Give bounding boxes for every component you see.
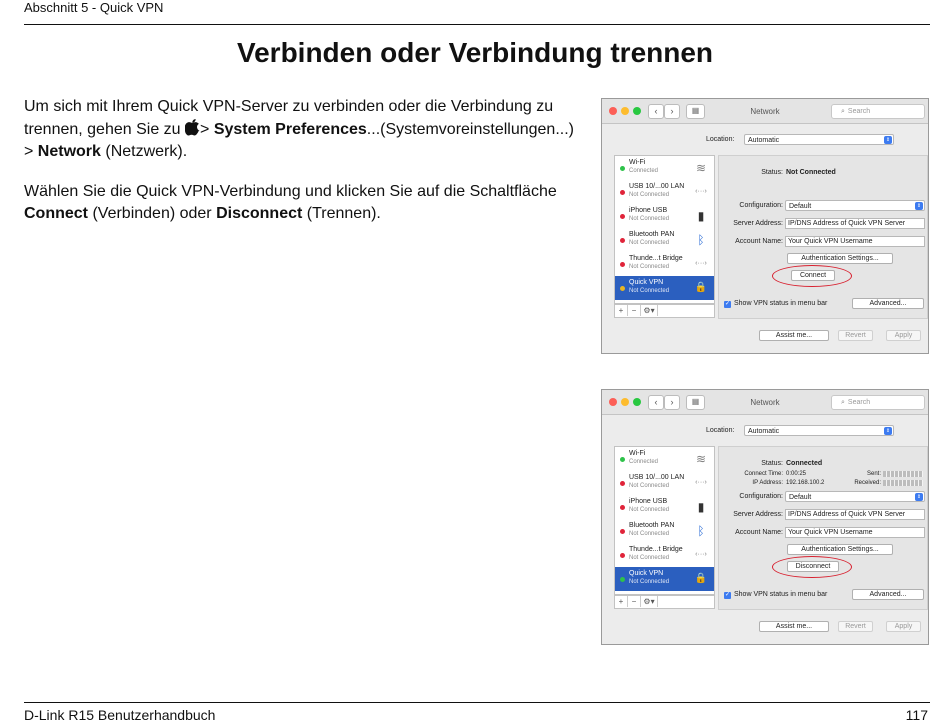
service-name: USB 10/...00 LAN xyxy=(629,183,685,190)
location-popup[interactable] xyxy=(744,425,894,436)
search-placeholder: Search xyxy=(847,108,871,115)
chevron-updown-icon: ⇕ xyxy=(916,203,922,209)
service-list-toolbar xyxy=(614,304,715,318)
status-value: Connected xyxy=(786,460,823,467)
forward-button[interactable]: › xyxy=(664,395,680,410)
configuration-value: Default xyxy=(789,203,812,210)
header-rule xyxy=(24,24,930,25)
advanced-button[interactable]: Advanced... xyxy=(852,589,924,600)
service-status: Not Connected xyxy=(629,507,670,513)
service-item-usb-lan[interactable] xyxy=(615,180,714,204)
service-status: Not Connected xyxy=(629,192,670,198)
system-preferences-label: System Preferences xyxy=(213,121,367,138)
add-service-icon[interactable]: + xyxy=(615,305,628,316)
location-popup[interactable] xyxy=(744,134,894,145)
service-name: Bluetooth PAN xyxy=(629,231,675,238)
connect-time-label: Connect Time: xyxy=(744,471,783,477)
search-placeholder: Search xyxy=(847,399,871,406)
page-number: 117 xyxy=(905,707,928,723)
service-item-thunderbolt-bridge[interactable] xyxy=(615,543,714,567)
server-address-label: Server Address: xyxy=(733,511,783,518)
authentication-settings-button[interactable]: Authentication Settings... xyxy=(787,544,893,555)
vpn-detail-panel xyxy=(718,155,928,319)
bluetooth-icon: ᛒ xyxy=(697,524,705,538)
service-name: Quick VPN xyxy=(629,279,664,286)
assist-me-button[interactable]: Assist me... xyxy=(759,621,829,632)
paragraph-navigation xyxy=(24,96,584,163)
advanced-button[interactable]: Advanced... xyxy=(852,298,924,309)
section-header: Abschnitt 5 - Quick VPN xyxy=(24,0,164,15)
connect-button[interactable]: Connect xyxy=(791,270,835,281)
wifi-icon: ≋ xyxy=(695,161,707,175)
service-status: Not Connected xyxy=(629,555,670,561)
service-name: iPhone USB xyxy=(629,498,668,505)
service-item-quick-vpn[interactable] xyxy=(615,276,714,300)
remove-service-icon[interactable]: − xyxy=(628,305,641,316)
show-vpn-status-checkbox[interactable]: ✓ xyxy=(724,301,731,307)
service-status: Not Connected xyxy=(629,264,670,270)
server-address-field[interactable]: IP/DNS Address of Quick VPN Server xyxy=(785,509,925,520)
vpn-detail-panel xyxy=(718,446,928,610)
status-dot xyxy=(620,286,625,291)
service-name: Quick VPN xyxy=(629,570,664,577)
status-value: Not Connected xyxy=(786,169,836,176)
account-name-field[interactable]: Your Quick VPN Username xyxy=(785,236,925,247)
page-title: Verbinden oder Verbindung trennen xyxy=(236,37,714,68)
service-item-bluetooth-pan[interactable] xyxy=(615,228,714,252)
network-window-disconnected xyxy=(601,98,929,354)
status-dot xyxy=(620,238,625,243)
chevron-updown-icon: ⇕ xyxy=(916,494,922,500)
highlight-circle xyxy=(772,556,852,578)
received-meter xyxy=(883,480,923,487)
service-item-quick-vpn[interactable] xyxy=(615,567,714,591)
service-list xyxy=(614,155,715,304)
status-dot xyxy=(620,457,625,462)
ip-address-label: IP Address: xyxy=(752,480,783,486)
service-name: Wi-Fi xyxy=(629,159,646,166)
show-vpn-status-label: Show VPN status in menu bar xyxy=(734,591,828,598)
ethernet-icon: ‹···› xyxy=(695,188,707,195)
chevron-updown-icon: ⇕ xyxy=(885,137,891,143)
window-title: Network xyxy=(750,398,780,407)
revert-button[interactable]: Revert xyxy=(838,621,873,632)
status-dot xyxy=(620,505,625,510)
back-button[interactable]: ‹ xyxy=(648,395,664,410)
title-bar xyxy=(602,390,928,415)
add-service-icon[interactable]: + xyxy=(615,596,628,607)
configuration-popup[interactable] xyxy=(785,200,925,211)
service-status: Not Connected xyxy=(629,531,670,537)
status-dot xyxy=(620,214,625,219)
service-item-iphone-usb[interactable] xyxy=(615,495,714,519)
footer-rule xyxy=(24,702,930,703)
service-item-wifi[interactable] xyxy=(615,156,714,180)
configuration-popup[interactable] xyxy=(785,491,925,502)
text: (Verbinden) oder xyxy=(88,205,217,222)
network-window-connected xyxy=(601,389,929,645)
iphone-icon: ▮ xyxy=(697,209,705,223)
account-name-label: Account Name: xyxy=(735,238,783,245)
title-bar xyxy=(602,99,928,124)
connect-label: Connect xyxy=(24,205,88,222)
gear-menu-icon[interactable]: ⚙▾ xyxy=(641,305,658,316)
apply-button[interactable]: Apply xyxy=(886,330,921,341)
disconnect-button[interactable]: Disconnect xyxy=(787,561,839,572)
status-dot xyxy=(620,577,625,582)
highlight-circle xyxy=(772,265,852,287)
ethernet-icon: ‹···› xyxy=(695,479,707,486)
location-value: Automatic xyxy=(748,137,780,144)
paragraph-connect xyxy=(24,181,584,225)
service-item-bluetooth-pan[interactable] xyxy=(615,519,714,543)
status-label: Status: xyxy=(761,169,783,176)
service-name: Thunde...t Bridge xyxy=(629,546,683,553)
service-item-iphone-usb[interactable] xyxy=(615,204,714,228)
search-field[interactable] xyxy=(831,395,925,410)
service-name: Thunde...t Bridge xyxy=(629,255,683,262)
text: Um sich mit Ihrem Quick VPN-Server zu verbinden oder die Verbindung zu trennen, gehen Sie zu xyxy=(24,98,554,138)
instructions xyxy=(24,96,584,243)
received-label: Received: xyxy=(854,480,881,486)
iphone-icon: ▮ xyxy=(697,500,705,514)
chevron-updown-icon: ⇕ xyxy=(885,428,891,434)
configuration-label: Configuration: xyxy=(739,202,783,209)
service-status: Connected xyxy=(629,168,659,174)
location-label: Location: xyxy=(706,427,735,434)
status-dot xyxy=(620,262,625,267)
show-vpn-status-label: Show VPN status in menu bar xyxy=(734,300,828,307)
back-button[interactable]: ‹ xyxy=(648,104,664,119)
status-dot xyxy=(620,190,625,195)
service-name: USB 10/...00 LAN xyxy=(629,474,685,481)
network-label: Network xyxy=(37,143,101,160)
account-name-label: Account Name: xyxy=(735,529,783,536)
sent-meter xyxy=(883,471,923,478)
location-value: Automatic xyxy=(748,428,780,435)
revert-button[interactable]: Revert xyxy=(838,330,873,341)
text: > xyxy=(200,121,214,138)
service-list-toolbar xyxy=(614,595,715,609)
service-item-usb-lan[interactable] xyxy=(615,471,714,495)
search-icon: ⌕ xyxy=(841,108,845,115)
service-status: Not Connected xyxy=(629,579,670,585)
search-field[interactable] xyxy=(831,104,925,119)
configuration-label: Configuration: xyxy=(739,493,783,500)
thunderbolt-bridge-icon: ‹···› xyxy=(695,551,707,558)
server-address-field[interactable]: IP/DNS Address of Quick VPN Server xyxy=(785,218,925,229)
status-dot xyxy=(620,529,625,534)
text: ...(Systemvoreinstellungen...) > xyxy=(24,121,574,160)
text: (Trennen). xyxy=(302,205,381,222)
service-item-wifi[interactable] xyxy=(615,447,714,471)
service-status: Not Connected xyxy=(629,216,670,222)
service-name: Bluetooth PAN xyxy=(629,522,675,529)
vpn-lock-icon: 🔒 xyxy=(694,573,708,584)
apply-button[interactable]: Apply xyxy=(886,621,921,632)
service-name: iPhone USB xyxy=(629,207,668,214)
service-status: Not Connected xyxy=(629,483,670,489)
thunderbolt-bridge-icon: ‹···› xyxy=(695,260,707,267)
show-all-grid-icon[interactable]: ▦ xyxy=(686,395,705,410)
text: (Netzwerk). xyxy=(100,143,188,160)
service-list xyxy=(614,446,715,595)
configuration-value: Default xyxy=(789,494,812,501)
location-label: Location: xyxy=(706,136,735,143)
server-address-label: Server Address: xyxy=(733,220,783,227)
window-title: Network xyxy=(750,107,780,116)
account-name-field[interactable]: Your Quick VPN Username xyxy=(785,527,925,538)
search-icon: ⌕ xyxy=(841,399,845,406)
show-vpn-status-checkbox[interactable]: ✓ xyxy=(724,592,731,598)
connect-time-value: 0:00:25 xyxy=(786,471,807,477)
status-dot xyxy=(620,166,625,171)
forward-button[interactable]: › xyxy=(664,104,680,119)
service-status: Not Connected xyxy=(629,240,670,246)
status-dot xyxy=(620,481,625,486)
vpn-lock-icon: 🔒 xyxy=(694,282,708,293)
apple-logo-icon xyxy=(185,118,200,136)
remove-service-icon[interactable]: − xyxy=(628,596,641,607)
show-all-grid-icon[interactable]: ▦ xyxy=(686,104,705,119)
service-status: Not Connected xyxy=(629,288,670,294)
sent-label: Sent: xyxy=(866,471,881,477)
ip-address-value: 192.168.100.2 xyxy=(786,480,825,486)
authentication-settings-button[interactable]: Authentication Settings... xyxy=(787,253,893,264)
assist-me-button[interactable]: Assist me... xyxy=(759,330,829,341)
gear-menu-icon[interactable]: ⚙▾ xyxy=(641,596,658,607)
wifi-icon: ≋ xyxy=(695,452,707,466)
bluetooth-icon: ᛒ xyxy=(697,233,705,247)
service-status: Connected xyxy=(629,459,659,465)
status-dot xyxy=(620,553,625,558)
service-name: Wi-Fi xyxy=(629,450,646,457)
text: Wählen Sie die Quick VPN-Verbindung und klicken Sie auf die Schaltfläche xyxy=(24,183,557,200)
service-item-thunderbolt-bridge[interactable] xyxy=(615,252,714,276)
footer-manual-title: D-Link R15 Benutzerhandbuch xyxy=(24,707,216,723)
status-label: Status: xyxy=(761,460,783,467)
disconnect-label: Disconnect xyxy=(216,205,303,222)
